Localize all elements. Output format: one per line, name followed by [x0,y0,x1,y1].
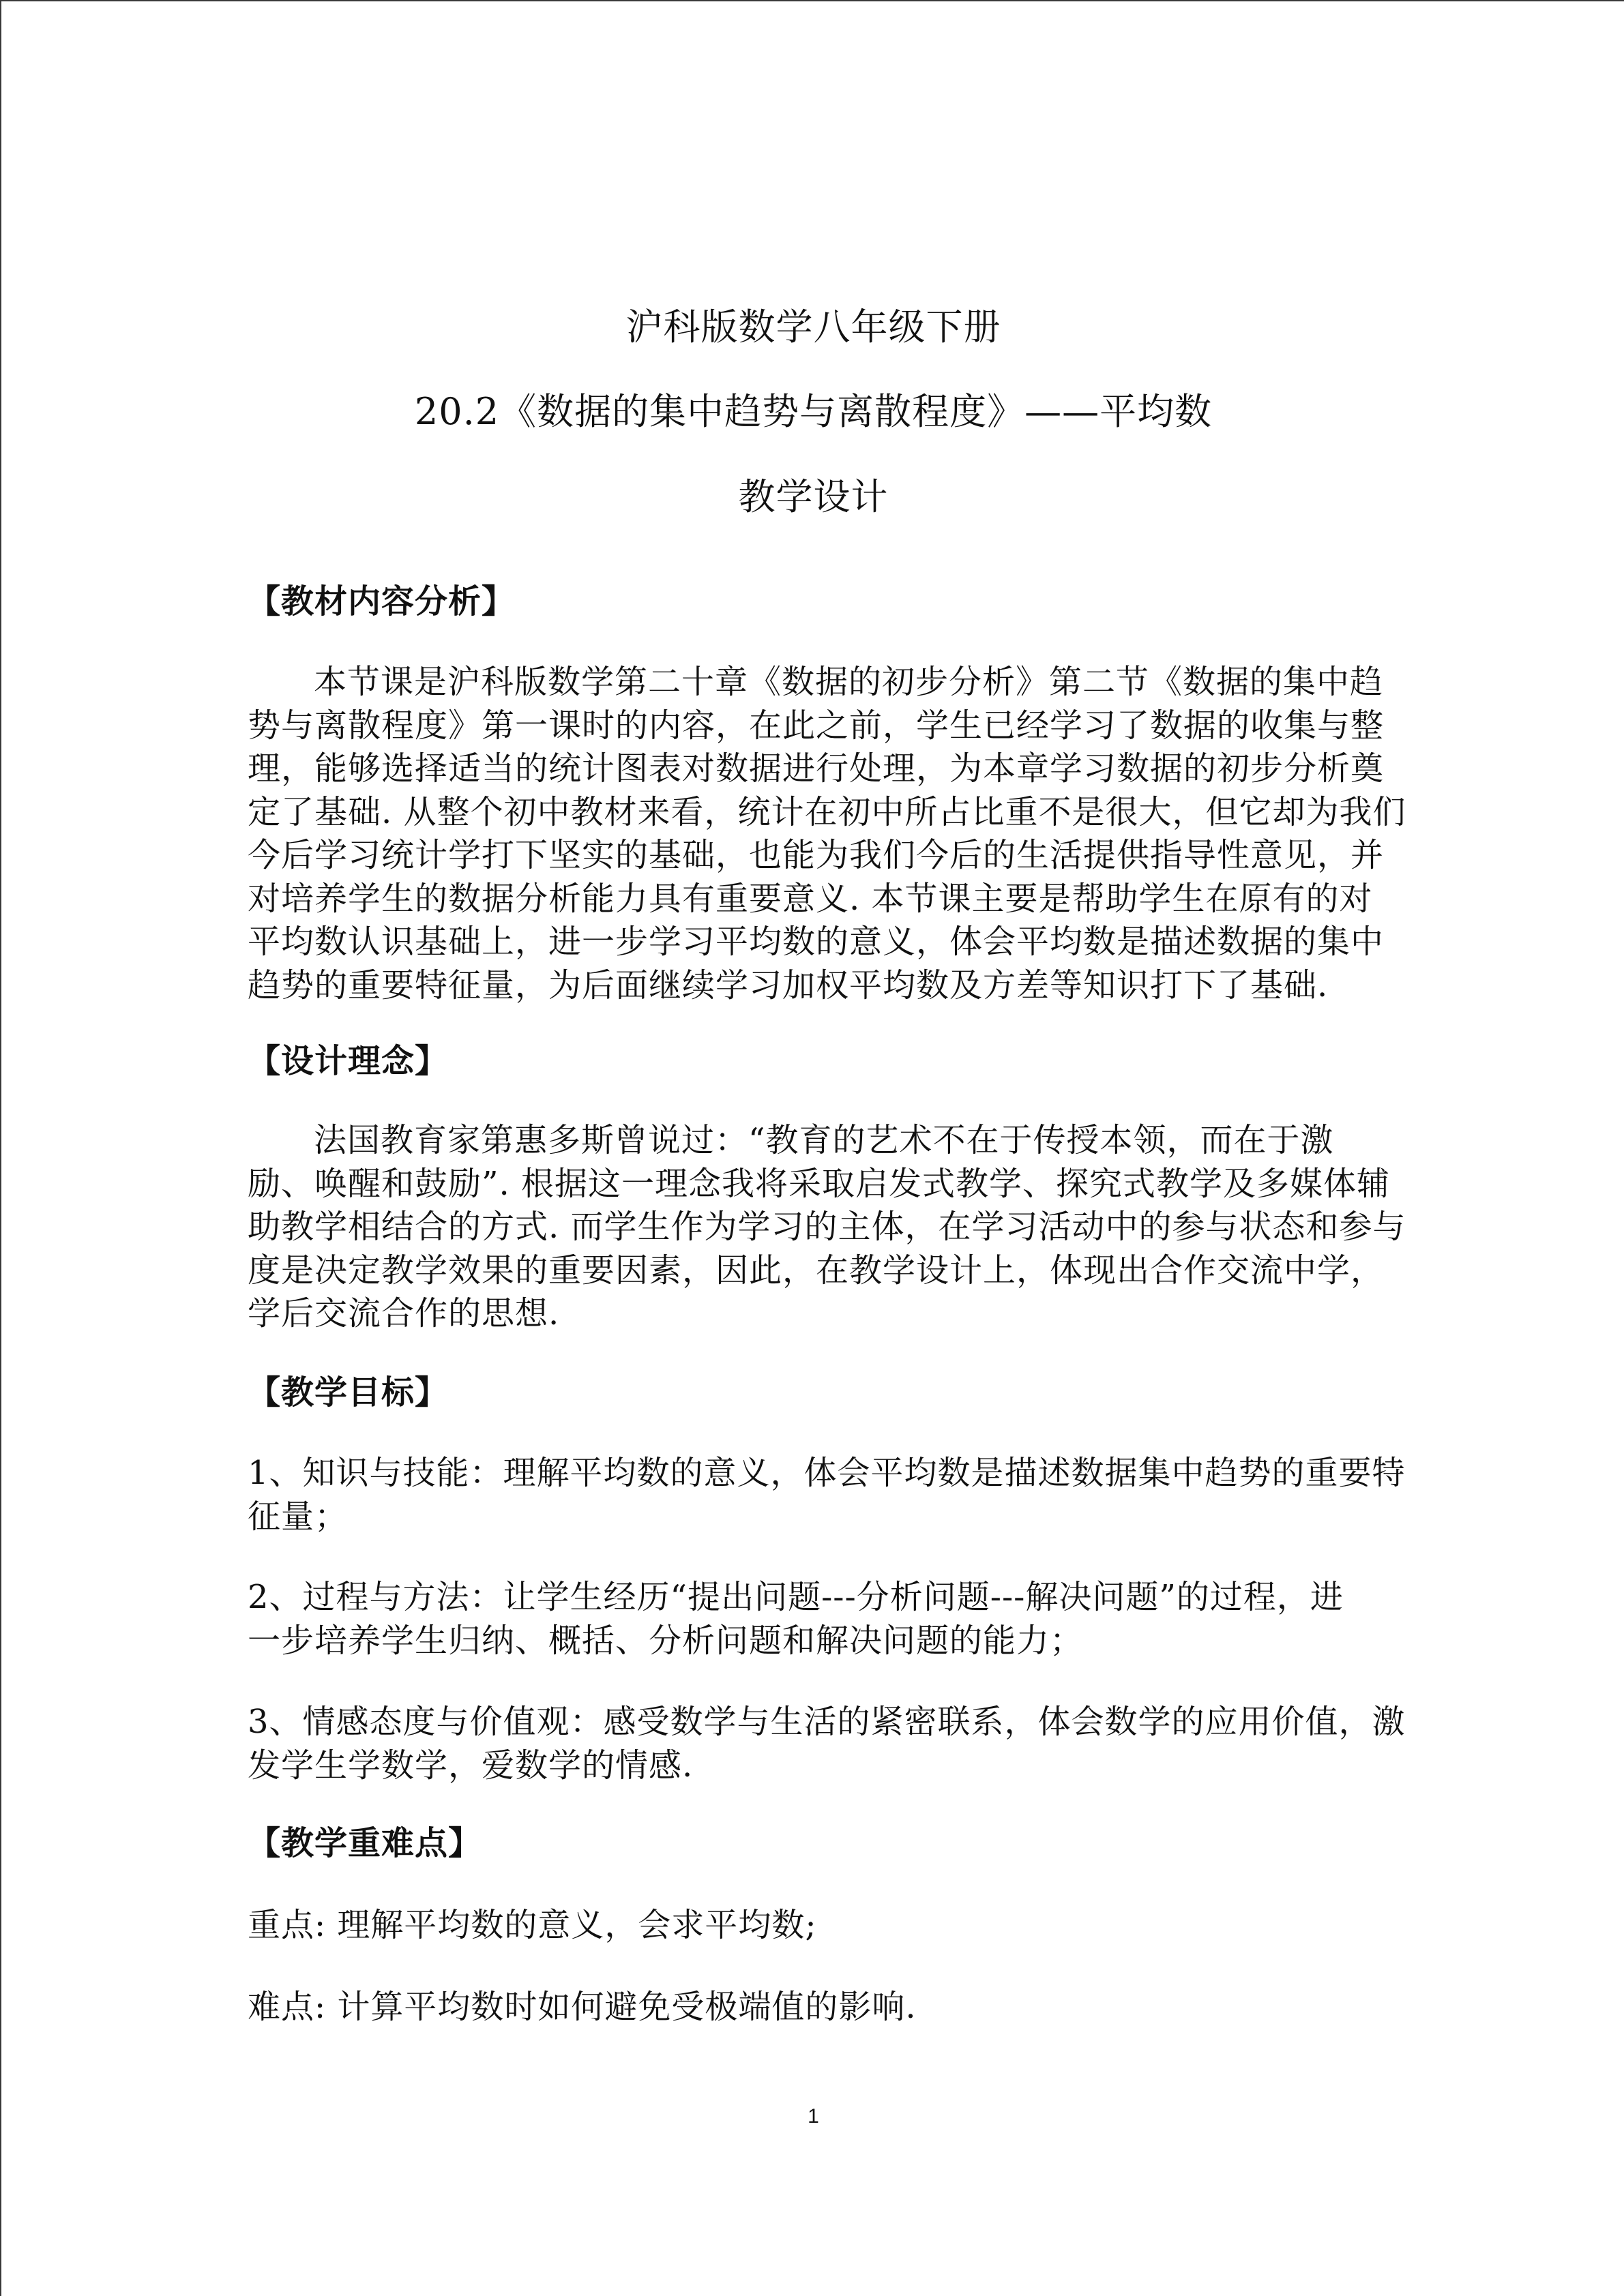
paragraph-material-analysis [248,661,1448,1007]
paragraph-line: 本节课是沪科版数学第二十章《数据的初步分析》第二节《数据的集中趋 [314,663,1384,701]
goal-item-attitude [248,1701,1448,1787]
list-item-line: 2、过程与方法：让学生经历“提出问题---分析问题---解决问题”的过程，进 [248,1578,1344,1616]
paragraph-line: 趋势的重要特征量，为后面继续学习加权平均数及方差等知识打下了基础. [248,966,1329,1004]
list-item-line: 3、情感态度与价值观：感受数学与生活的紧密联系，体会数学的应用价值，激 [248,1703,1406,1741]
goal-item-knowledge [248,1452,1448,1538]
paragraph-line: 平均数认识基础上，进一步学习平均数的意义，体会平均数是描述数据的集中 [248,923,1385,961]
section-heading-teaching-goals: 【教学目标】 [248,1373,449,1412]
paragraph-line: 对培养学生的数据分析能力具有重要意义. 本节课主要是帮助学生在原有的对 [248,879,1373,918]
paragraph-line: 励、唤醒和鼓励”. 根据这一理念我将采取启发式教学、探究式教学及多媒体辅 [248,1164,1391,1203]
document-subtitle: 20.2《数据的集中趋势与离散程度》——平均数 [414,390,1213,433]
paragraph-line: 今后学习统计学打下坚实的基础，也能为我们今后的生活提供指导性意见，并 [248,836,1385,874]
section-heading-key-difficult-points: 【教学重难点】 [248,1824,482,1862]
list-item-line: 发学生学数学，爱数学的情感. [248,1746,694,1785]
list-item-line: 1、知识与技能：理解平均数的意义，体会平均数是描述数据集中趋势的重要特 [248,1454,1406,1492]
page-number: 1 [808,2105,819,2128]
paragraph-line: 势与离散程度》第一课时的内容，在此之前，学生已经学习了数据的收集与整 [248,706,1385,745]
document-title: 沪科版数学八年级下册 [625,305,1001,348]
list-item-line: 一步培养学生归纳、概括、分析问题和解决问题的能力； [248,1621,1084,1660]
paragraph-line: 理，能够选择适当的统计图表对数据进行处理，为本章学习数据的初步分析奠 [248,749,1385,788]
paragraph-line: 度是决定教学效果的重要因素，因此，在教学设计上，体现出合作交流中学， [248,1251,1385,1289]
difficult-point [248,1986,1448,2029]
paragraph-line: 定了基础. 从整个初中教材来看，统计在初中所占比重不是很大，但它却为我们 [248,792,1406,831]
key-point [248,1904,1448,1948]
list-item-line: 难点: 计算平均数时如何避免受极端值的影响. [248,1988,917,2026]
paragraph-line: 法国教育家第惠多斯曾说过：“教育的艺术不在于传授本领，而在于激 [314,1121,1334,1159]
document-type: 教学设计 [738,475,889,518]
paragraph-line: 学后交流合作的思想. [248,1294,560,1332]
paragraph-line: 助教学相结合的方式. 而学生作为学习的主体，在学习活动中的参与状态和参与 [248,1208,1406,1246]
section-heading-design-concept: 【设计理念】 [248,1042,449,1080]
list-item-line: 征量； [248,1497,349,1536]
goal-item-process [248,1576,1448,1663]
section-heading-material-analysis: 【教材内容分析】 [248,582,516,621]
list-item-line: 重点: 理解平均数的意义，会求平均数; [248,1906,817,1944]
paragraph-design-concept [248,1119,1448,1336]
